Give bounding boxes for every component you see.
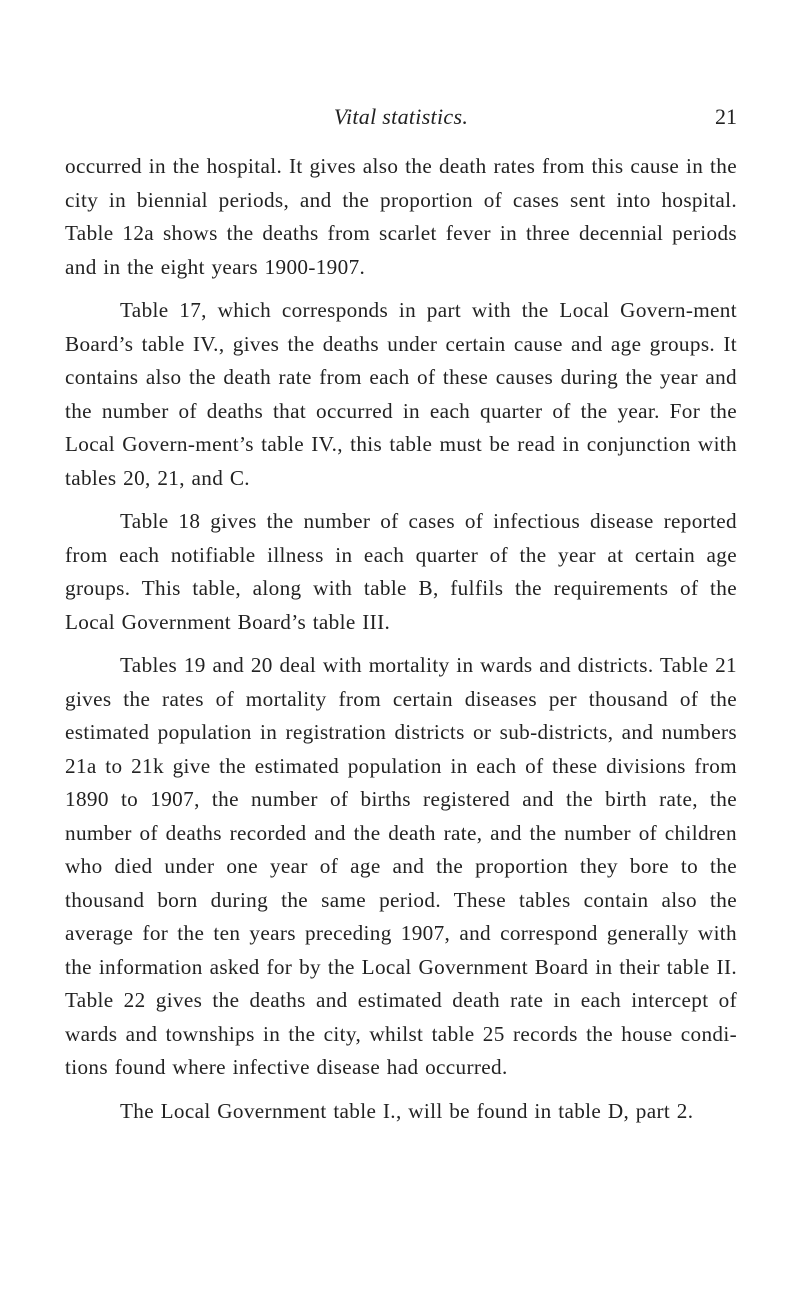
- document-page: [65, 104, 737, 1138]
- paragraph-3: Table 18 gives the number of cases of infectious disease reported from each notifiable illness in each quarter of the year at certain age groups. This table, along with table B, fulfils the requirements of the Local Government Board’s table III.: [65, 509, 737, 634]
- paragraph-1: occurred in the hospital. It gives also the death rates from this cause in the city in biennial periods, and the proportion of cases sent into hospital. Table 12a shows the deaths from scarlet fever in three decennial periods and in the eight years 1900-1907.: [65, 154, 737, 279]
- paragraph-5: The Local Government table I., will be found in table D, part 2.: [120, 1098, 694, 1123]
- paragraph-2: Table 17, which corresponds in part with the Local Govern-ment Board’s table IV., gives the deaths under certain cause and age groups. It contains also the death rate from each of these causes during the year and the number of deaths that occurred in each quarter of the year. For the Local Govern-ment’s table IV., this table must be read in conjunction with tables 20, 21, and C.: [65, 298, 737, 490]
- page-number: 21: [715, 104, 737, 129]
- running-title: Vital statistics.: [333, 104, 469, 129]
- page-header: [65, 104, 737, 140]
- body-text: [65, 150, 737, 1128]
- paragraph-4: Tables 19 and 20 deal with mortality in wards and districts. Table 21 gives the rates of mortality from certain diseases per thousand of the estimated population in registration districts or sub-districts, and numbers 21a to 21k give the estimated population in each of these divisions from 1890 to 1907, the number of births registered and the birth rate, the number of deaths recorded and the death rate, and the number of children who died under one year of age and the proportion they bore to the thousand born during the same period. These tables contain also the average for the ten years preceding 1907, and correspond generally with the information asked for by the Local Government Board in their table II. Table 22 gives the deaths and estimated death rate in each intercept of wards and townships in the city, whilst table 25 records the house condi-tions found where infective disease had occurred.: [65, 653, 737, 1079]
